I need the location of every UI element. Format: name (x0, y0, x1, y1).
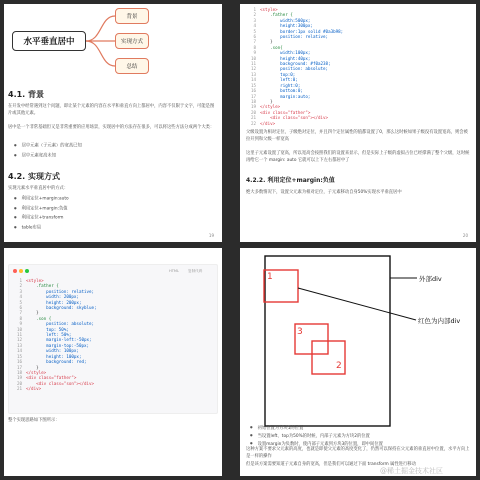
code-line: width: 100px; (26, 348, 79, 354)
heading-margin-negative: 4.2.2. 利用定位+margin:负值 (246, 177, 335, 184)
code-line: background: red; (26, 359, 87, 365)
code-line: <div class="father"> (26, 375, 77, 381)
bullet-item: ● 利用定位+margin:auto (14, 194, 69, 204)
code-line: <style> (26, 278, 44, 283)
window-close-dot (13, 269, 17, 273)
code-line: </div> (26, 386, 42, 392)
para-1: 父级设置为相对定位，子级绝对定位，并且四个定位属性的值都设置了0，那么这时候如果子级没有设置宽高，则会被拉开到和父级一样宽高 (246, 130, 468, 142)
code-line: height: 200px; (26, 299, 82, 305)
bullet-item: ● 居中元素（子元素）的宽高已知 (14, 141, 82, 151)
heading-impl: 4.2. 实现方式 (8, 172, 60, 181)
line-numbers: 1 2 3 4 5 6 7 8 9 10 11 12 13 14 15 16 17 18 19 20 21 (16, 278, 22, 392)
bullet-item: ● 居中元素宽高未知 (14, 151, 82, 161)
background-para-1: 在开发中经常遇到这个问题，即让某个元素的内容在水平和垂直方向上都居中，内容不仅限于文字，可能是图片或其他元素。 (8, 104, 215, 116)
page-20 (240, 4, 476, 242)
code-line: height: 100px; (26, 353, 82, 359)
diagram-bullets (250, 424, 383, 448)
window-maximize-dot (25, 269, 29, 273)
bullet-item: ● table布局 (14, 223, 69, 233)
code-language: HTML (169, 269, 180, 273)
code-line: .son { (26, 315, 52, 321)
code-line: position: relative; (26, 288, 95, 294)
code-line: margin:auto; (260, 93, 311, 99)
para-3: 绝大多数情况下，设置父元素为相对定位，子元素移动自身50%实现水平垂直居中 (246, 190, 402, 195)
code-line: right:0; (260, 82, 301, 88)
code-line: <div class="son"></div> (26, 380, 95, 386)
page-22 (240, 248, 476, 476)
box-number-3: 3 (297, 327, 303, 337)
inner-label-line (298, 288, 416, 320)
code-line: } (260, 39, 273, 45)
code-line: height:40px; (260, 55, 311, 61)
code-line: background: skyblue; (26, 305, 97, 311)
code-line: background: #f0a238; (260, 61, 331, 67)
bullet-item: ● 利用定位+transform (14, 213, 69, 223)
window-minimize-dot (19, 269, 23, 273)
bullet-item: ● 设置margin为负数时，使内部子元素到方块3的位置，即中间位置 (250, 440, 383, 448)
background-bullets (14, 141, 82, 160)
page-number: 19 (208, 233, 214, 238)
mindmap-node-background: 背景 (115, 8, 149, 24)
code-line: width:100px; (260, 50, 311, 56)
code-block[interactable] (26, 278, 97, 392)
copy-code-button[interactable]: 复制代码 (188, 269, 203, 273)
code-line: position: absolute; (26, 321, 95, 327)
box-number-2: 2 (336, 361, 342, 371)
bullet-item: ● 利用定位+margin:负值 (14, 204, 69, 214)
label-inner-div: 红色为内部div (418, 317, 461, 325)
code-line: .son{ (260, 44, 283, 50)
heading-background: 4.1. 背景 (8, 90, 44, 99)
mindmap-node-impl: 实现方式 (115, 33, 149, 49)
mindmap-root: 水平垂直居中 (12, 31, 86, 51)
code-line: <div class="son"></div> (260, 115, 329, 121)
label-outer-div: 外部div (419, 275, 442, 283)
code-line: border:1px solid #0a3b98; (260, 28, 344, 34)
page-21 (4, 248, 222, 476)
para-2: 这里子元素设置了宽高，所以宽高会按照我们的设置来显示，但是实际上子级的虚拟占位已经撑满了整个父级，这时候再给它一个 margin: auto 它就可以上下左右都居中了 (246, 151, 470, 163)
code-line: margin-left:-50px; (26, 337, 92, 343)
impl-intro: 实现元素水平垂直居中的方式： (8, 186, 69, 191)
code-line: height:300px; (260, 23, 313, 29)
code-line: bottom:0; (260, 88, 303, 94)
code-line: position: relative; (260, 34, 329, 40)
code-line: </style> (26, 369, 47, 375)
code-line: left:0; (260, 77, 298, 83)
code-line: position: absolute; (260, 66, 329, 72)
page-number: 20 (462, 233, 468, 238)
code-line: top: 50%; (26, 326, 69, 332)
mindmap-node-summary: 总结 (115, 58, 149, 74)
code-line: .father { (260, 12, 293, 18)
box-number-1: 1 (267, 272, 273, 282)
caption: 整个实现思路如下图所示： (8, 418, 60, 423)
bullet-item: ● 初始位置为方块1的位置 (250, 424, 383, 432)
page-19 (4, 4, 222, 242)
para-2: 但是该方案需要知道子元素自身的宽高，但是我们可以通过下面 transform 属性进行移动 (246, 462, 416, 467)
code-line: margin-top:-50px; (26, 342, 90, 348)
para-1: 这种方案不要求父元素的高度，也就是即使父元素的高度变化了，仍然可以保持在父元素的垂直居中位置，水平方向上是一样的操作 (246, 447, 470, 459)
impl-bullets (14, 194, 69, 232)
code-line: </style> (260, 104, 281, 110)
code-line: <div class="father"> (260, 109, 311, 115)
watermark: @稀土掘金技术社区 (380, 467, 443, 475)
code-line: top:0; (260, 71, 296, 77)
code-line: } (260, 98, 273, 104)
bullet-item: ● 当设置left、top为50%的时候，内部子元素为方块2的位置 (250, 432, 383, 440)
code-line: } (26, 310, 39, 316)
line-numbers: 1 2 3 4 5 6 7 8 9 10 11 12 13 14 15 16 17 18 19 20 21 22 (250, 7, 256, 126)
code-block[interactable] (260, 7, 343, 126)
code-line: } (26, 364, 39, 370)
code-line: .father { (26, 283, 59, 289)
code-line: width:500px; (260, 17, 311, 23)
code-line: <style> (260, 7, 278, 12)
background-para-2: 居中是一个非常基础但又是非常重要的应用场景，实现居中的方法存在很多，可以将这些方法分成两个大类： (8, 125, 215, 130)
code-line: left: 50%; (26, 332, 72, 338)
code-line: width: 200px; (26, 294, 79, 300)
code-line: </div> (260, 120, 276, 126)
